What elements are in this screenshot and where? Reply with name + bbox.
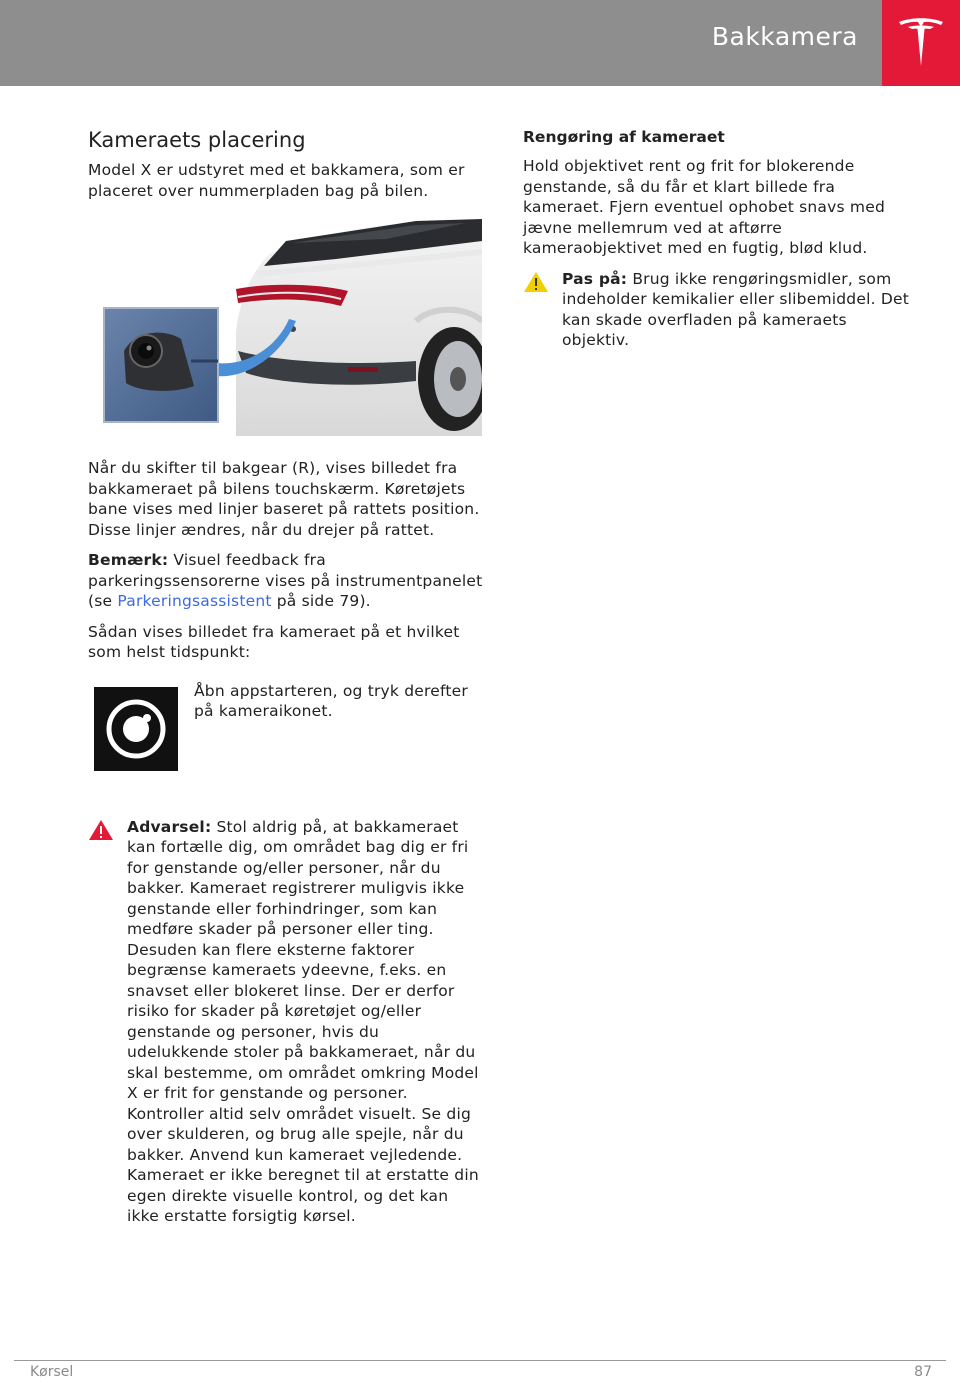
page-header [0,0,960,86]
left-column [88,128,484,1227]
warning-label: Advarsel: [127,817,212,836]
warning-text [127,817,484,1227]
camera-app-icon [94,687,178,771]
note-paragraph [88,550,484,612]
caution-block [523,269,913,351]
camera-app-instruction [88,677,484,777]
show-image-paragraph: Sådan vises billedet fra kameraet på et hvilket som helst tidspunkt: [88,622,460,661]
reverse-gear-paragraph: Når du skifter til bakgear (R), vises billedet fra bakkameraet på bilens touchskærm. Køretøjets bane vises med linjer baseret på rattets position. Disse linjer ændres, når du drejer på rattet. [88,459,480,539]
right-column [523,128,913,351]
footer-section: Kørsel [30,1364,74,1380]
intro-paragraph: Model X er udstyret med et bakkamera, som er placeret over nummerpladen bag på bilen. [88,161,465,200]
warning-triangle-icon [88,819,114,841]
note-text-before: Visuel feedback fra parkeringssensorerne vises på instrumentpanelet (se [88,551,483,610]
warning-body: Stol aldrig på, at bakkameraet kan fortælle dig, om området bag dig er fri for genstande og/eller personer, når du bakker. Kameraet registrerer muligvis ikke genstande eller forhindringer, som kan medføre skader på personer eller ting. Desuden kan flere eksterne faktorer begrænse kameraets ydeevne, f.eks. en snavset eller blokeret linse. Der er derfor risiko for skader på køretøjet og/eller genstande og personer, hvis du udelukkende stoler på bakkameraet, når du skal bestemme, om området omkring Model X er frit for genstande og personer. Kontroller altid selv området visuelt. Se dig over skulderen, og brug alle spejle, når du bakker. Anvend kun kameraet vejledende. Kameraet er ikke beregnet til at erstatte din egen direkte visuelle kontrol, og det kan ikke erstatte forsigtig kørsel. [127,817,479,1225]
brand-logo [882,0,960,86]
note-label: Bemærk: [88,551,169,569]
caution-label: Pas på: [562,269,628,288]
caution-body: Brug ikke rengøringsmidler, som indeholder kemikalier eller slibemiddel. Det kan skade overfladen på kameraets objektiv. [562,269,909,349]
cleaning-paragraph: Hold objektivet rent og frit for blokerende genstande, så du får et klart billede fra kameraet. Fjern eventuel ophobet snavs med jævne mellemrum ved at aftørre kameraobjektivet med en fugtig, blød klud. [523,157,885,257]
page-title: Bakkamera [711,22,858,51]
footer-page-number: 87 [914,1364,932,1380]
camera-app-instruction-text: Åbn appstarteren, og tryk derefter på kameraikonet. [194,681,468,720]
tesla-logo-icon [896,16,946,70]
caution-text [562,269,913,351]
section-heading-camera-location: Kameraets placering [88,128,306,152]
parking-assist-link[interactable]: Parkeringsassistent [117,592,272,610]
caution-triangle-icon [523,271,549,293]
car-rear-camera-icon [86,211,482,436]
note-text-after: på side 79). [271,592,371,610]
rear-camera-illustration [86,211,482,436]
warning-block [88,817,484,1227]
section-heading-cleaning: Rengøring af kameraet [523,128,725,146]
footer-divider [14,1360,946,1361]
